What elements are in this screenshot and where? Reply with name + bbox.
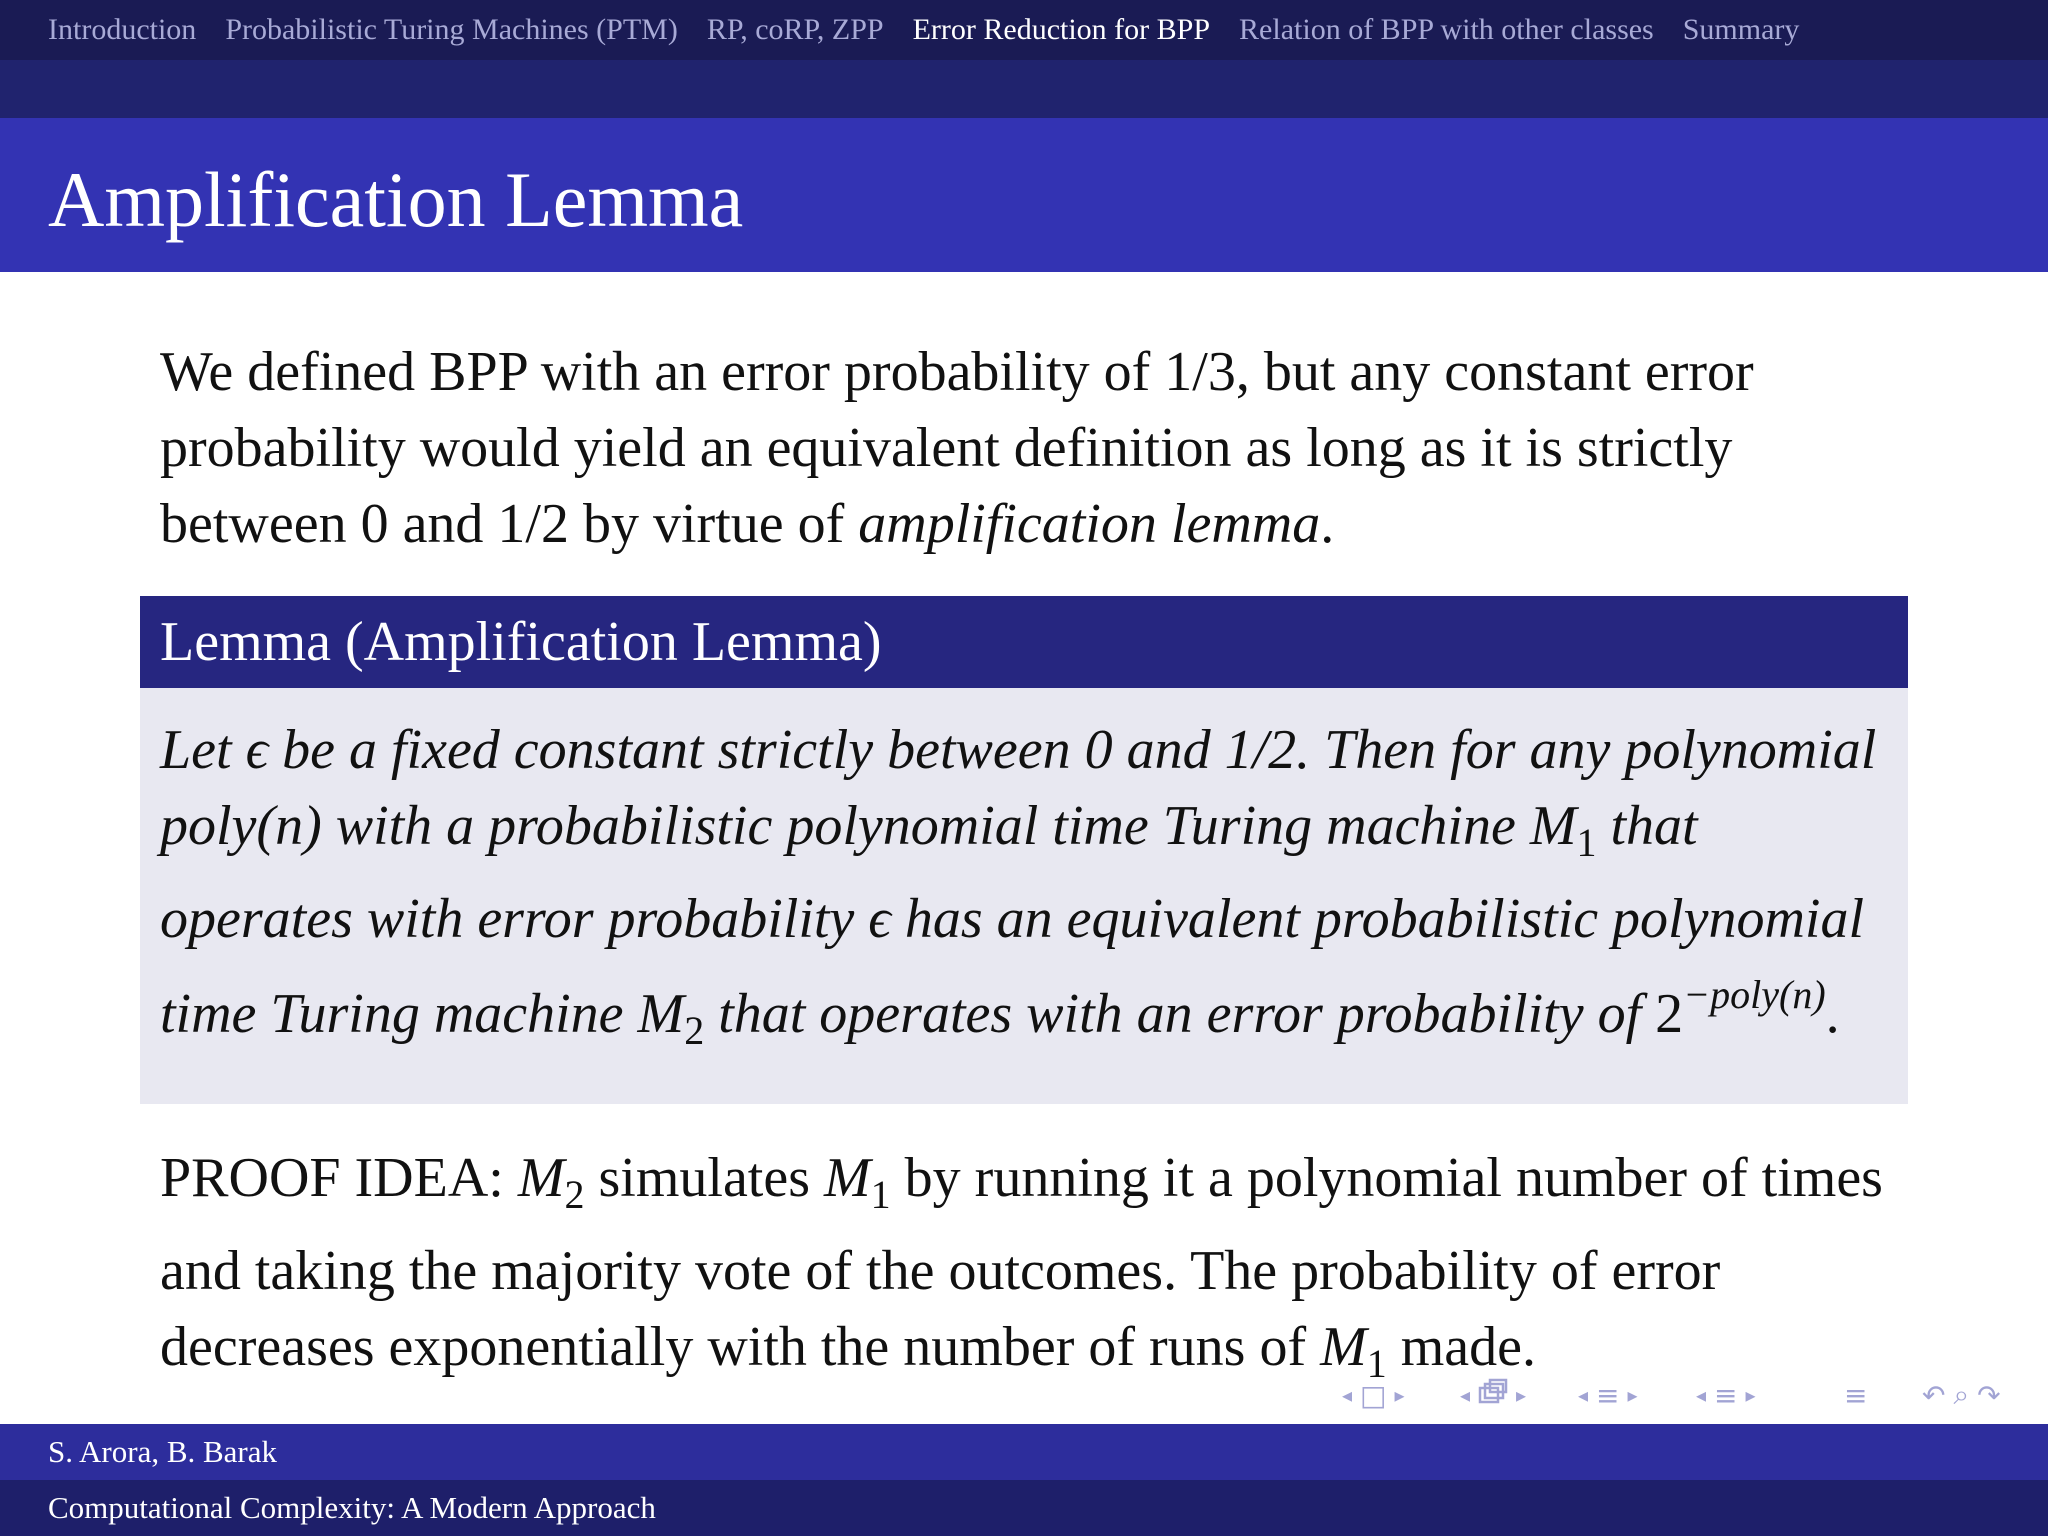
- power-base: 2: [1655, 983, 1684, 1045]
- proof-m2-symbol: M: [517, 1147, 565, 1209]
- proof-m1-symbol: M: [824, 1147, 871, 1209]
- prev-section-icon[interactable]: ◂: [1696, 1383, 1707, 1407]
- slide-icon[interactable]: [1478, 1378, 1508, 1413]
- section-nav-group: [1692, 1378, 1760, 1412]
- section-icon[interactable]: ≡: [1714, 1378, 1738, 1412]
- lemma-text-2: be a fixed constant strictly between 0 and 1/2. Then for any polynomial poly(n) with a probabilistic polynomial time Turing machine: [160, 719, 1877, 857]
- next-subsection-icon[interactable]: ▸: [1627, 1383, 1638, 1407]
- proof-m2-subscript: 2: [564, 1172, 585, 1217]
- next-frame-icon[interactable]: ▸: [1394, 1383, 1405, 1407]
- section-navigation: [0, 0, 2048, 60]
- lemma-text-3: that operates with error probability: [160, 795, 1698, 950]
- footer-title-bar: [0, 1480, 2048, 1536]
- next-section-icon[interactable]: ▸: [1745, 1383, 1756, 1407]
- intro-paragraph: [160, 334, 1920, 562]
- epsilon-symbol-2: ϵ: [868, 888, 891, 950]
- intro-text-2: .: [1320, 493, 1335, 555]
- m1-subscript: 1: [1576, 820, 1597, 865]
- subsection-nav-group: [1574, 1378, 1642, 1412]
- lemma-text-4: has an equivalent probabilistic polynomial time Turing machine: [160, 888, 1865, 1045]
- proof-idea-paragraph: [160, 1140, 1920, 1402]
- subsection-bar: [0, 60, 2048, 118]
- lemma-text-1: Let: [160, 719, 246, 781]
- intro-emphasis: amplification lemma: [858, 493, 1321, 555]
- search-icon[interactable]: ⌕: [1953, 1378, 1970, 1411]
- epsilon-symbol: ϵ: [245, 719, 269, 781]
- proof-text-1: PROOF IDEA:: [160, 1147, 518, 1209]
- search-nav-group: [1918, 1378, 2005, 1412]
- frame-title-bar: [0, 118, 2048, 272]
- nav-item-summary[interactable]: Summary: [1682, 13, 1800, 46]
- slide-stack-icon: [1478, 1378, 1508, 1406]
- nav-item-relation-bpp[interactable]: Relation of BPP with other classes: [1239, 13, 1654, 46]
- slide-title: Amplification Lemma: [48, 156, 744, 243]
- next-slide-icon[interactable]: ▸: [1516, 1383, 1527, 1407]
- prev-subsection-icon[interactable]: ◂: [1578, 1383, 1589, 1407]
- proof-m1-subscript: 1: [870, 1172, 891, 1217]
- machine-m2-symbol: M: [637, 983, 685, 1045]
- lemma-text-5: that operates with an error probability of: [704, 983, 1656, 1045]
- prev-frame-icon[interactable]: ◂: [1342, 1383, 1353, 1407]
- frame-icon[interactable]: □: [1360, 1378, 1387, 1412]
- prev-slide-icon[interactable]: ◂: [1460, 1383, 1471, 1407]
- lemma-heading: Lemma (Amplification Lemma): [140, 596, 1908, 688]
- back-icon[interactable]: ↶: [1922, 1378, 1946, 1412]
- forward-icon[interactable]: ↷: [1977, 1378, 2001, 1412]
- power-exponent: −poly(n): [1683, 972, 1826, 1017]
- nav-item-error-reduction[interactable]: Error Reduction for BPP: [912, 13, 1211, 46]
- intro-text-1: We defined BPP with an error probability of 1/3, but any constant error probability would yield an equivalent definition as long as it is strictly between 0 and 1/2 by virtue of: [160, 341, 1754, 555]
- nav-item-introduction[interactable]: Introduction: [48, 13, 197, 46]
- lemma-text-6: .: [1825, 983, 1840, 1045]
- proof-text-3: by running it a polynomial number of times and taking the majority vote of the outcomes. The probability of error decreases exponentially with the number of runs of: [160, 1147, 1883, 1378]
- proof-m1-symbol-2: M: [1320, 1316, 1367, 1378]
- slide-nav-group: [1456, 1378, 1530, 1412]
- machine-m1-symbol: M: [1529, 795, 1577, 857]
- nav-item-ptm[interactable]: Probabilistic Turing Machines (PTM): [225, 13, 678, 46]
- footer-authors-bar: [0, 1424, 2048, 1480]
- proof-text-4: made.: [1386, 1316, 1537, 1378]
- lemma-body: [140, 688, 1908, 1104]
- proof-m1-subscript-2: 1: [1366, 1341, 1387, 1386]
- footer-title: Computational Complexity: A Modern Approach: [48, 1490, 656, 1525]
- nav-item-rp-corp-zpp[interactable]: RP, coRP, ZPP: [706, 13, 884, 46]
- document-icon[interactable]: ≡: [1844, 1378, 1868, 1412]
- document-nav-group: [1840, 1378, 1871, 1412]
- footer-authors: S. Arora, B. Barak: [48, 1434, 278, 1469]
- frame-nav-group: [1338, 1378, 1409, 1412]
- proof-text-2: simulates: [584, 1147, 825, 1209]
- subsection-icon[interactable]: ≡: [1596, 1378, 1620, 1412]
- m2-subscript: 2: [684, 1008, 705, 1053]
